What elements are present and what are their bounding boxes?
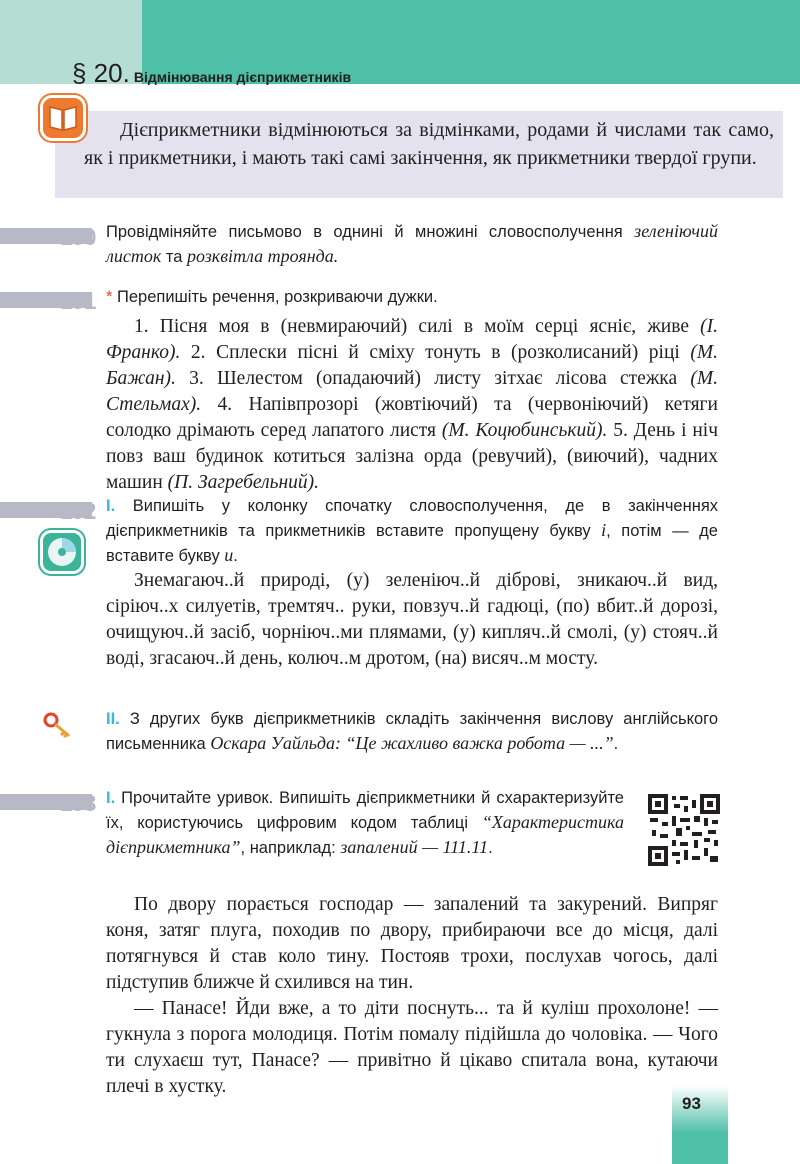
exercise-191-text bbox=[106, 314, 718, 496]
exercise-193-task bbox=[106, 786, 624, 860]
exercise-number: 191 bbox=[60, 288, 96, 314]
task-italic: Оскара Уайльда: “Це жахливо важка робота — ...” bbox=[210, 733, 614, 753]
exercise-190-task bbox=[106, 219, 718, 269]
task-italic: і bbox=[601, 520, 607, 540]
text-span: 5. День і ніч повз ваш будинок котиться залізна орда (ревучий), (виючий), чадних машин bbox=[106, 420, 719, 493]
text-span: 2. Сплески пісні й сміху тонуть в (розколисаний) ріці bbox=[180, 342, 691, 363]
text-span: 3. Шелестом (опадаючий) листу зітхає лісова стежка bbox=[175, 368, 691, 389]
exercise-192-task-1 bbox=[106, 494, 718, 568]
section-name: Відмінювання дієприкметників bbox=[133, 69, 352, 85]
part-label: I. bbox=[106, 497, 116, 515]
author: (М. Бажан). bbox=[106, 342, 718, 389]
rule-text: Дієприкметники відмінюються за відмінками, родами й числами так само, як і прикметники, і мають такі самі закінчення, як прикметники твердої групи. bbox=[84, 119, 774, 169]
exercise-192-task-2 bbox=[106, 707, 718, 756]
task-text: та bbox=[161, 248, 187, 266]
task-text: , наприклад: bbox=[240, 839, 341, 857]
task-italic: зеленіючий листок bbox=[106, 221, 718, 266]
key-icon bbox=[42, 710, 74, 742]
exercise-number: 190 bbox=[60, 224, 96, 250]
exercise-number: 193 bbox=[60, 790, 96, 816]
exercise-191-task bbox=[106, 285, 718, 309]
author: (П. Загребельний). bbox=[167, 472, 320, 493]
author: (І. Франко). bbox=[106, 316, 718, 363]
part-label: II. bbox=[106, 710, 120, 728]
part-label: I. bbox=[106, 789, 116, 807]
cd-icon bbox=[40, 530, 84, 574]
exercise-number: 192 bbox=[60, 498, 96, 524]
star-marker: * bbox=[106, 288, 113, 306]
task-text: Перепишіть речення, розкриваючи дужки. bbox=[112, 288, 438, 306]
task-text: З других букв дієприкметників складіть закінчення вислову англійського письменника bbox=[106, 710, 718, 753]
task-italic: запалений — 111.11 bbox=[340, 837, 489, 857]
text-span: 4. Напівпрозорі (жовтіючий) та (червоніючий) кетяги солодко дрімають серед лапатого листя bbox=[106, 394, 718, 441]
task-text: Прочитайте уривок. Випишіть дієприкметники й схарактеризуйте їх, користуючись цифровим кодом таблиці bbox=[106, 789, 624, 832]
section-title bbox=[72, 58, 351, 89]
exercise-192-text: Знемагаюч..й природі, (у) зеленіюч..й діброві, зникаюч..й вид, сіріюч..х силуетів, тремтяч.. руки, повзуч..й гадюці, (по) вбит..й дорозі, очищуюч..й засіб, чорніюч..ми плямами, (у) кипляч..й смолі, (у) стояч..й воді, згасаюч..й день, колюч..м дротом, (на) висяч..м мосту. bbox=[106, 570, 718, 669]
task-italic: розквітла троянда. bbox=[186, 246, 339, 266]
exercise-193-text-p1: По двору порається господар — запалений та закурений. Випряг коня, затяг плуга, походив по двору, прибираючи все до місця, далі потягнувся й став коло тину. Постояв трохи, послухав чогось, далі підступив ближче й схилився на тин. bbox=[106, 894, 718, 993]
task-text: . bbox=[233, 547, 238, 565]
section-number: § 20. bbox=[72, 58, 130, 88]
qr-code[interactable] bbox=[648, 794, 720, 866]
page-number: 93 bbox=[682, 1094, 701, 1113]
author: (М. Стельмах). bbox=[106, 368, 718, 415]
task-italic: “Характеристика дієприкметника” bbox=[106, 812, 624, 857]
text-span: 1. Пісня моя в (невмираючий) силі в моїм серці ясніє, живе bbox=[134, 316, 701, 337]
exercise-193-text-p2: — Панасе! Йди вже, а то діти поснуть... та й куліш прохолоне! — гукнула з порога молодиця. Потім помалу підійшла до чоловіка. — Чого ти слухаєш тут, Панасе? — привітно й цікаво спитала вона, кутаючи плечі в хустку. bbox=[106, 998, 718, 1097]
book-icon bbox=[40, 95, 86, 141]
task-italic: и bbox=[224, 545, 234, 565]
task-text: , потім — де вставите букву bbox=[106, 522, 718, 565]
task-text: Провідміняйте письмово в однині й множині словосполучення bbox=[106, 223, 635, 241]
author: (М. Коцюбинський). bbox=[441, 420, 608, 441]
task-text: Випишіть у колонку спочатку словосполучення, де в закінченнях дієприкметників та прикметників вставите пропущену букву bbox=[106, 497, 718, 540]
task-text: . bbox=[613, 735, 619, 753]
task-text: . bbox=[488, 839, 493, 857]
